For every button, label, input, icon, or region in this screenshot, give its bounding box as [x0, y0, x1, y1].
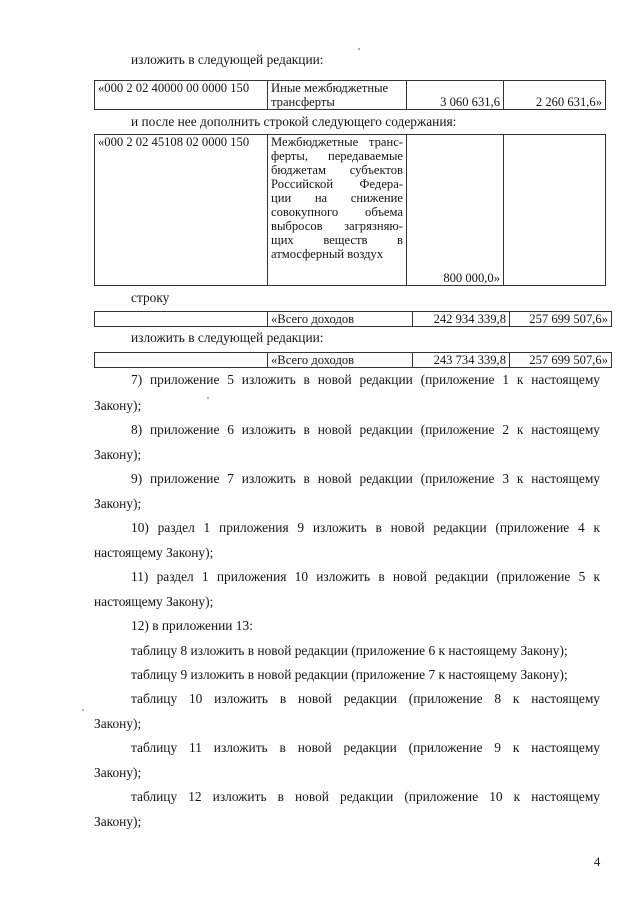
budget-table-row-other-transfers [94, 80, 606, 110]
list-item-7-cont: Закону); [94, 398, 142, 413]
amount-cell-year2: 257 699 507,6» [510, 312, 612, 327]
list-item-7: 7) приложение 5 изложить в новой редакции (приложение 1 к настоящему [131, 372, 600, 387]
table-item-10-cont: Закону); [94, 716, 142, 731]
amount-cell-year1: 800 000,0» [407, 135, 504, 286]
budget-name-cell [268, 81, 407, 110]
list-item-12: 12) в приложении 13: [131, 618, 253, 633]
scan-speck [82, 709, 84, 711]
table-item-12-cont: Закону); [94, 814, 142, 829]
budget-name-line: ферты, передаваемые [271, 149, 403, 163]
table-item-12: таблицу 12 изложить в новой редакции (приложение 10 к настоящему [131, 789, 600, 804]
list-item-11-cont: настоящему Закону); [94, 594, 214, 609]
amount-cell-year1: 242 934 339,8 [413, 312, 510, 327]
budget-name-line: бюджетам субъектов [271, 163, 403, 177]
budget-name-line: совокупного объема [271, 205, 403, 219]
table-item-11: таблицу 11 изложить в новой редакции (приложение 9 к настоящему [131, 740, 600, 755]
table-item-10: таблицу 10 изложить в новой редакции (приложение 8 к настоящему [131, 691, 600, 706]
total-revenue-row-new [94, 352, 612, 368]
budget-name-line: атмосферный воздух [271, 247, 384, 261]
budget-code-cell: «000 2 02 45108 02 0000 150 [95, 135, 268, 286]
budget-name-line: Иные межбюджетные [271, 81, 389, 95]
budget-name-line: Межбюджетные транс- [271, 135, 403, 149]
budget-code-cell: «000 2 02 40000 00 0000 150 [95, 81, 268, 110]
budget-name-line: щих веществ в [271, 233, 403, 247]
text-line: строку [131, 290, 170, 305]
total-label-cell: «Всего доходов [268, 353, 413, 368]
text-line: и после нее дополнить строкой следующего содержания: [131, 114, 457, 129]
amount-cell-year1: 3 060 631,6 [407, 81, 504, 110]
amount-cell-year2: 257 699 507,6» [510, 353, 612, 368]
scan-speck [358, 48, 360, 50]
empty-cell [95, 312, 268, 327]
budget-table-row-emissions-transfers [94, 134, 606, 286]
list-item-9: 9) приложение 7 изложить в новой редакции (приложение 3 к настоящему [131, 471, 600, 486]
empty-cell [95, 353, 268, 368]
table-item-8: таблицу 8 изложить в новой редакции (приложение 6 к настоящему Закону); [131, 643, 568, 658]
list-item-10-cont: настоящему Закону); [94, 545, 214, 560]
table-item-11-cont: Закону); [94, 765, 142, 780]
text-line: изложить в следующей редакции: [131, 52, 324, 67]
amount-cell-year1: 243 734 339,8 [413, 353, 510, 368]
total-label-cell: «Всего доходов [268, 312, 413, 327]
text-line: изложить в следующей редакции: [131, 330, 324, 345]
table-item-9: таблицу 9 изложить в новой редакции (приложение 7 к настоящему Закону); [131, 667, 568, 682]
scan-speck [207, 397, 209, 399]
amount-cell-year2: 2 260 631,6» [504, 81, 606, 110]
amount-cell-year2 [504, 135, 606, 286]
budget-name-line: трансферты [271, 95, 335, 109]
list-item-9-cont: Закону); [94, 496, 142, 511]
list-item-11: 11) раздел 1 приложения 10 изложить в новой редакции (приложение 5 к [131, 569, 600, 584]
list-item-8: 8) приложение 6 изложить в новой редакции (приложение 2 к настоящему [131, 422, 600, 437]
list-item-8-cont: Закону); [94, 447, 142, 462]
budget-name-line: Российской Федера- [271, 177, 403, 191]
total-revenue-row-old [94, 311, 612, 327]
budget-name-line: выбросов загрязняю- [271, 219, 403, 233]
budget-name-line: ции на снижение [271, 191, 403, 205]
budget-name-cell [268, 135, 407, 286]
list-item-10: 10) раздел 1 приложения 9 изложить в новой редакции (приложение 4 к [131, 520, 600, 535]
page-number: 4 [594, 855, 601, 869]
